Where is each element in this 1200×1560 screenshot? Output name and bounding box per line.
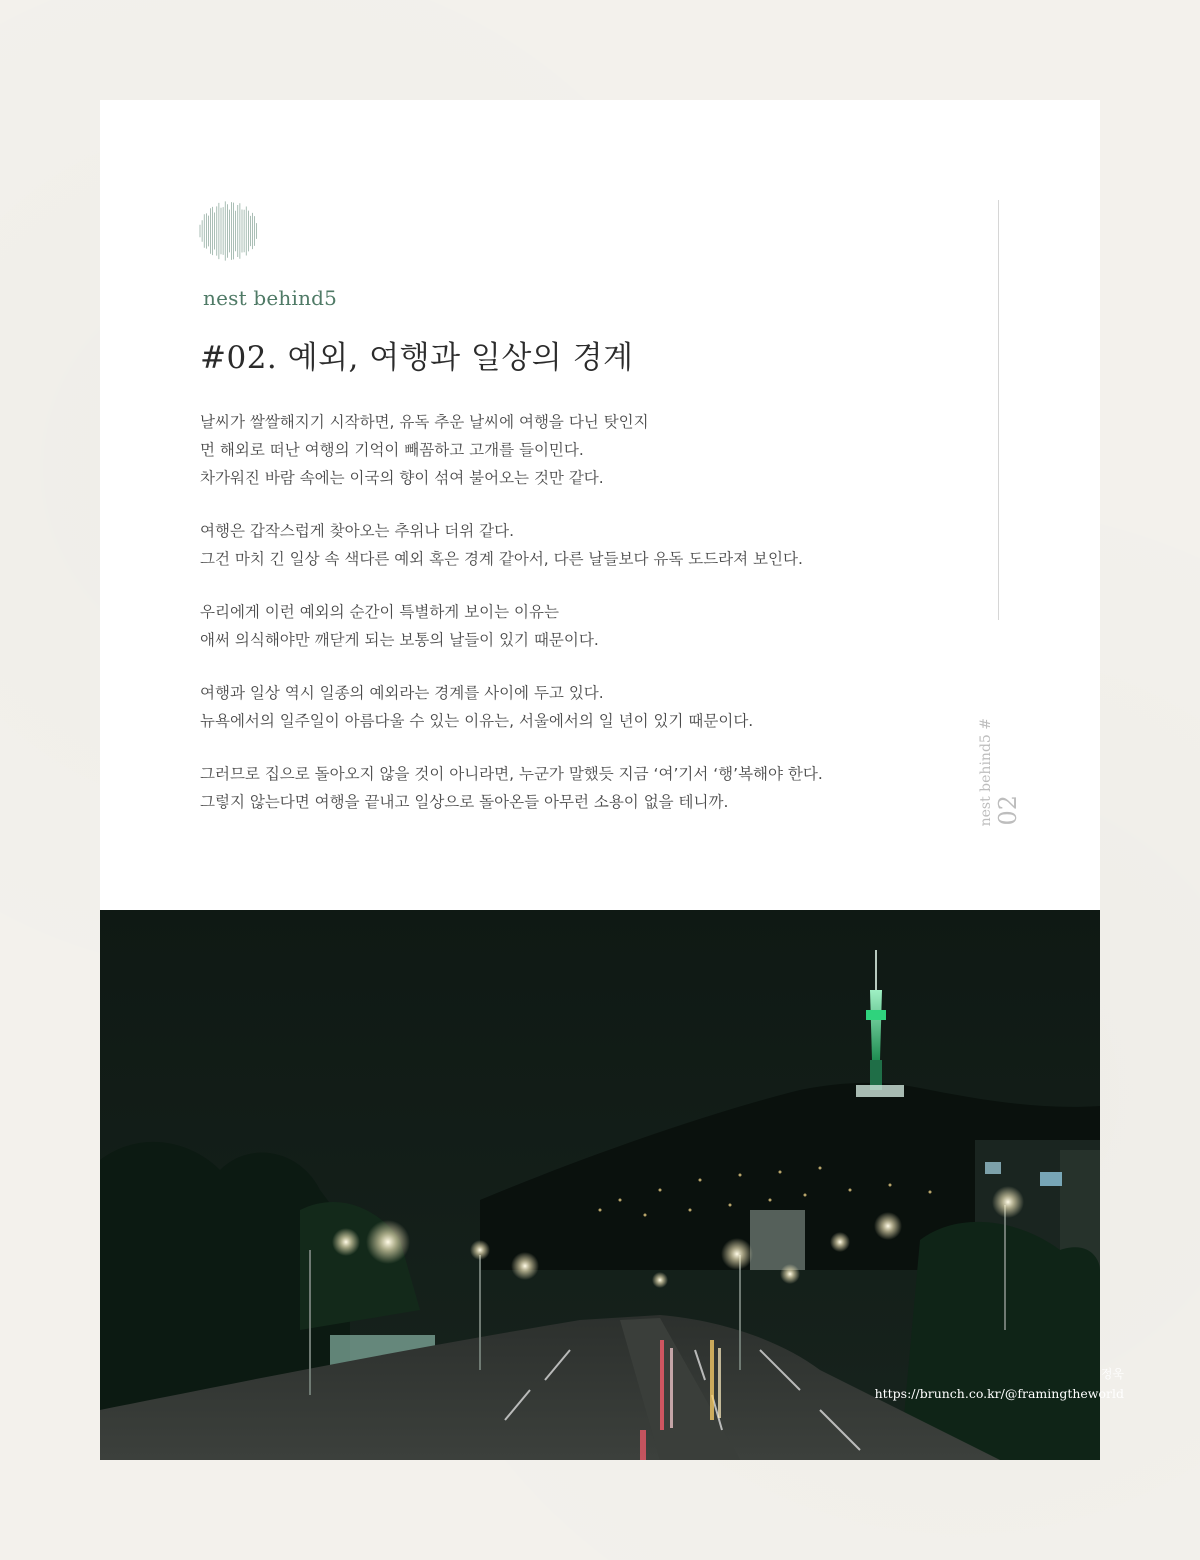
paragraph-line: 먼 해외로 떠난 여행의 기억이 빼꼼하고 고개를 들이민다. <box>200 441 584 459</box>
paragraph <box>200 760 960 816</box>
credit-author: 정욱 <box>1100 1367 1124 1381</box>
paragraph-line: 애써 의식해야만 깨닫게 되는 보통의 날들이 있기 때문이다. <box>200 631 599 649</box>
paragraph-line: 그건 마치 긴 일상 속 색다른 예외 혹은 경계 같아서, 다른 날들보다 유독 도드라져 보인다. <box>200 550 803 568</box>
paragraph-line: 그러므로 집으로 돌아오지 않을 것이 아니라면, 누군가 말했듯 지금 ‘여’기서 ‘행’복해야 한다. <box>200 765 823 783</box>
paragraph <box>200 679 960 735</box>
paragraph-line: 그렇지 않는다면 여행을 끝내고 일상으로 돌아온들 아무런 소용이 없을 테니까. <box>200 793 729 811</box>
paragraph-line: 차가워진 바람 속에는 이국의 향이 섞여 불어오는 것만 같다. <box>200 469 604 487</box>
article-card <box>100 100 1100 910</box>
sound-wave-logo-icon <box>198 200 260 262</box>
credit-url[interactable]: https://brunch.co.kr/@framingtheworld <box>874 1386 1124 1401</box>
paragraph-line: 여행과 일상 역시 일종의 예외라는 경계를 사이에 두고 있다. <box>200 684 604 702</box>
paragraph-line: 날씨가 쌀쌀해지기 시작하면, 유독 추운 날씨에 여행을 다닌 탓인지 <box>200 413 649 431</box>
paragraph-line: 뉴욕에서의 일주일이 아름다울 수 있는 이유는, 서울에서의 일 년이 있기 때문이다. <box>200 712 754 730</box>
article-title: #02. 예외, 여행과 일상의 경계 <box>200 340 634 376</box>
side-series-number: 02 <box>994 795 1022 826</box>
photo-credit <box>875 1364 1124 1404</box>
paragraph <box>200 408 960 492</box>
series-name: nest behind5 <box>203 286 338 310</box>
paragraph <box>200 517 960 573</box>
paragraph-line: 우리에게 이런 예외의 순간이 특별하게 보이는 이유는 <box>200 603 559 621</box>
article-body <box>200 408 960 841</box>
vertical-divider <box>998 200 999 620</box>
paragraph-line: 여행은 갑작스럽게 찾아오는 추위나 더위 같다. <box>200 522 515 540</box>
paragraph <box>200 598 960 654</box>
side-series-text: nest behind5 # <box>978 717 994 826</box>
side-series-label <box>980 694 1020 826</box>
